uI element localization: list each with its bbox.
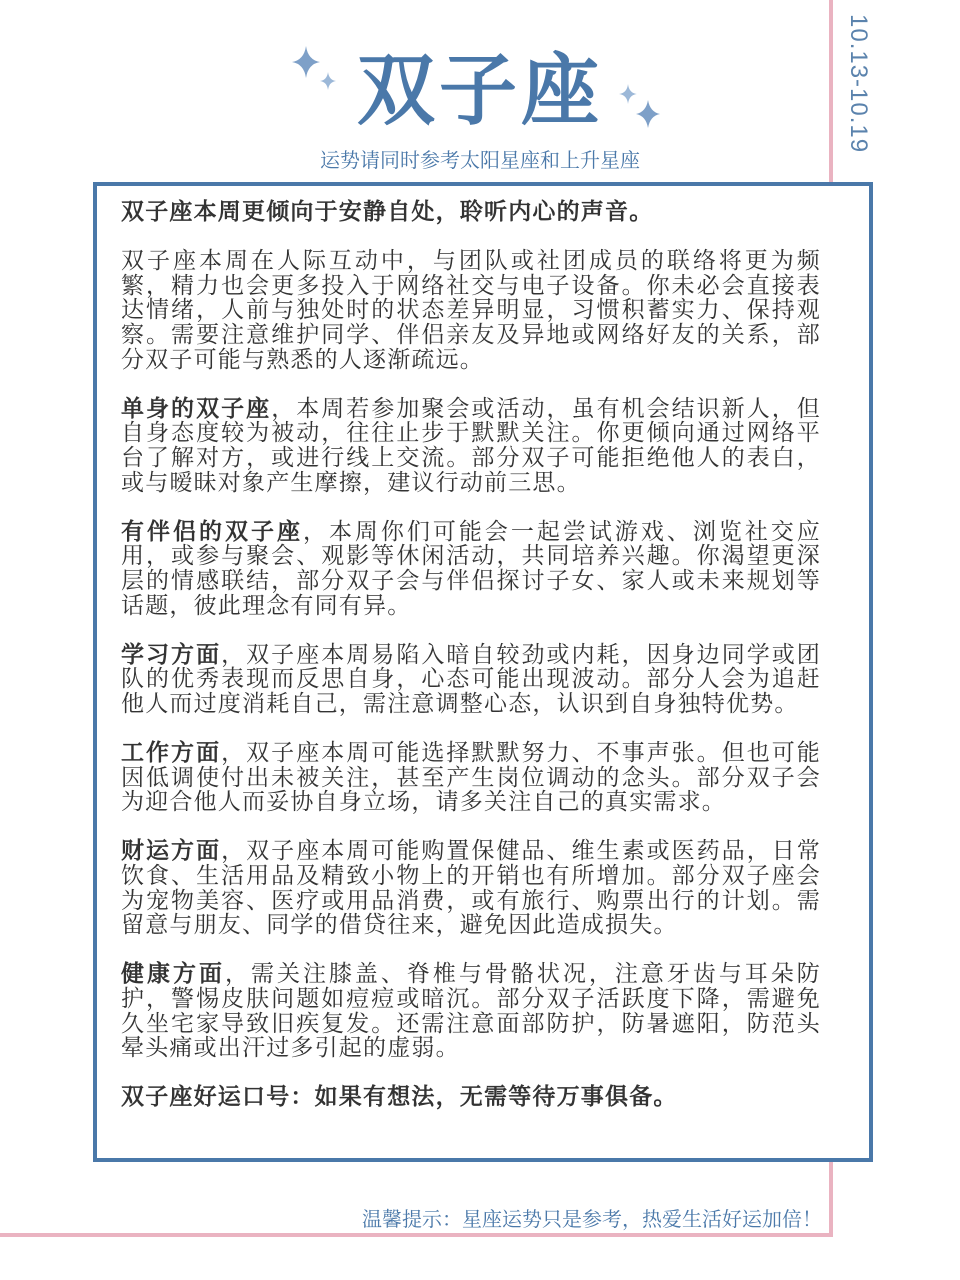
section-work <box>121 741 821 815</box>
section-text: ，双子座本周易陷入暗自较劲或内耗，因身边同学或团队的优秀表现而反思自身，心态可能出现波动。部分人会为追赶他人而过度消耗自己，需注意调整心态，认识到自身独特优势。 <box>121 641 821 717</box>
slogan: 双子座好运口号：如果有想法，无需等待万事俱备。 <box>121 1084 678 1111</box>
horoscope-card <box>93 182 873 1162</box>
section-label: 财运方面 <box>121 838 222 865</box>
section-health <box>121 962 821 1060</box>
date-range: 10.13-10.19 <box>845 14 872 154</box>
intro-paragraph: 双子座本周在人际互动中，与团队或社团成员的联络将更为频繁，精力也会更多投入于网络社交与电子设备。你未必会直接表达情绪，人前与独处时的状态差异明显，习惯积蓄实力、保持观察。需要注意维护同学、伴侣亲友及异地或网络好友的关系，部分双子可能与熟悉的人逐渐疏远。 <box>121 248 821 373</box>
section-text: ，本周你们可能会一起尝试游戏、浏览社交应用，或参与聚会、观影等休闲活动，共同培养兴趣。你渴望更深层的情感联结，部分双子会与伴侣探讨子女、家人或未来规划等话题，彼此理念有同有异。 <box>121 518 822 619</box>
section-label: 单身的双子座 <box>121 395 272 422</box>
page-title: 双子座 <box>356 46 603 136</box>
section-label: 有伴侣的双子座 <box>121 518 303 545</box>
section-text: ，需关注膝盖、脊椎与骨骼状况，注意牙齿与耳朵防护，警惕皮肤问题如痘痘或暗沉。部分双子活跃度下降，需避免久坐宅家导致旧疾复发。还需注意面部防护，防暑遮阳，防范头晕头痛或出汗过多引起的虚弱。 <box>121 961 821 1062</box>
section-label: 工作方面 <box>121 740 222 767</box>
horoscope-content <box>121 200 821 1110</box>
section-partnered <box>121 520 821 618</box>
pink-frame-horizontal <box>0 1233 833 1237</box>
page-subtitle: 运势请同时参考太阳星座和上升星座 <box>320 148 640 172</box>
section-label: 健康方面 <box>121 961 225 988</box>
section-single <box>121 397 821 495</box>
headline: 双子座本周更倾向于安静自处，聆听内心的声音。 <box>121 199 654 225</box>
section-text: ，本周若参加聚会或活动，虽有机会结识新人，但自身态度较为被动，往往止步于默默关注。你更倾向通过网络平台了解对方，或进行线上交流。部分双子可能拒绝他人的表白，或与暧昧对象产生摩擦，建议行动前三思。 <box>121 395 822 496</box>
section-label: 学习方面 <box>121 641 222 668</box>
section-text: ，双子座本周可能选择默默努力、不事声张。但也可能因低调使付出未被关注，甚至产生岗位调动的念头。部分双子会为迎合他人而妥协自身立场，请多关注自己的真实需求。 <box>121 740 821 816</box>
section-text: ，双子座本周可能购置保健品、维生素或医药品，日常饮食、生活用品及精致小物上的开销也有所增加。部分双子座会为宠物美容、医疗或用品消费，或有旅行、购票出行的计划。需留意与朋友、同学的借贷往来，避免因此造成损失。 <box>121 838 821 939</box>
footer-tip: 温馨提示：星座运势只是参考，热爱生活好运加倍！ <box>362 1207 822 1231</box>
section-finance <box>121 839 821 937</box>
section-study <box>121 643 821 717</box>
